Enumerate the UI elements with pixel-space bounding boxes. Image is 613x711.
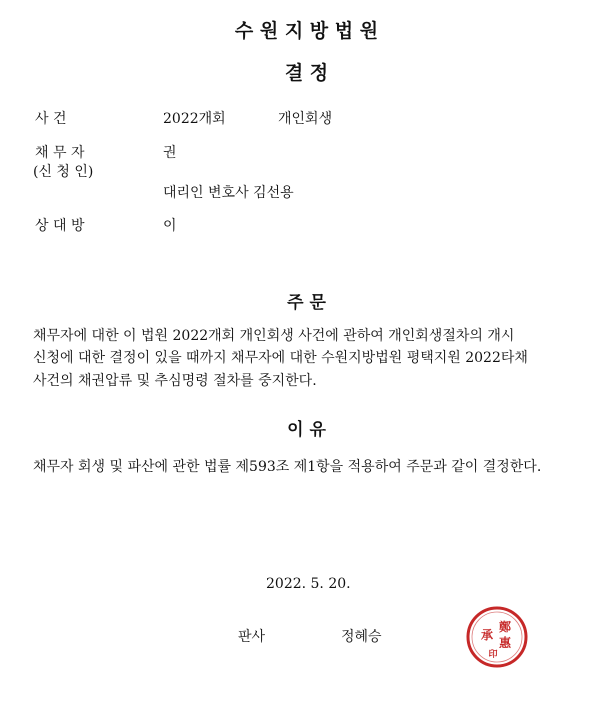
opponent-name: 이	[163, 218, 177, 234]
debtor-agent: 대리인 변호사 김선용	[163, 185, 294, 201]
decision-date: 2022. 5. 20.	[266, 576, 351, 592]
court-name: 수 원 지 방 법 원	[234, 20, 379, 42]
case-type: 개인회생	[278, 111, 333, 127]
svg-text:印: 印	[488, 650, 498, 660]
order-line-3: 사건의 채권압류 및 추심명령 절차를 중지한다.	[33, 373, 317, 389]
order-line-1: 채무자에 대한 이 법원 2022개회 개인회생 사건에 관하여 개인회생절차의 개시	[33, 328, 515, 344]
opponent-label: 상 대 방	[35, 218, 85, 234]
case-number: 2022개회	[163, 111, 226, 127]
order-title: 주 문	[287, 293, 326, 313]
case-label: 사 건	[35, 111, 67, 127]
svg-text:惠: 惠	[498, 636, 512, 650]
reason-title: 이 유	[287, 420, 326, 440]
svg-text:鄭: 鄭	[498, 620, 512, 634]
judge-title: 판사	[238, 629, 266, 645]
debtor-name: 권	[163, 145, 177, 161]
judge-name: 정혜승	[341, 629, 382, 645]
document-type: 결 정	[284, 62, 329, 84]
applicant-label: (신 청 인)	[33, 164, 94, 180]
judge-seal	[465, 605, 529, 669]
reason-text: 채무자 회생 및 파산에 관한 법률 제593조 제1항을 적용하여 주문과 같이 결정한다.	[33, 459, 542, 475]
svg-text:承: 承	[480, 628, 494, 642]
debtor-label: 채 무 자	[35, 145, 85, 161]
order-line-2: 신청에 대한 결정이 있을 때까지 채무자에 대한 수원지방법원 평택지원 2022타채	[33, 350, 528, 366]
